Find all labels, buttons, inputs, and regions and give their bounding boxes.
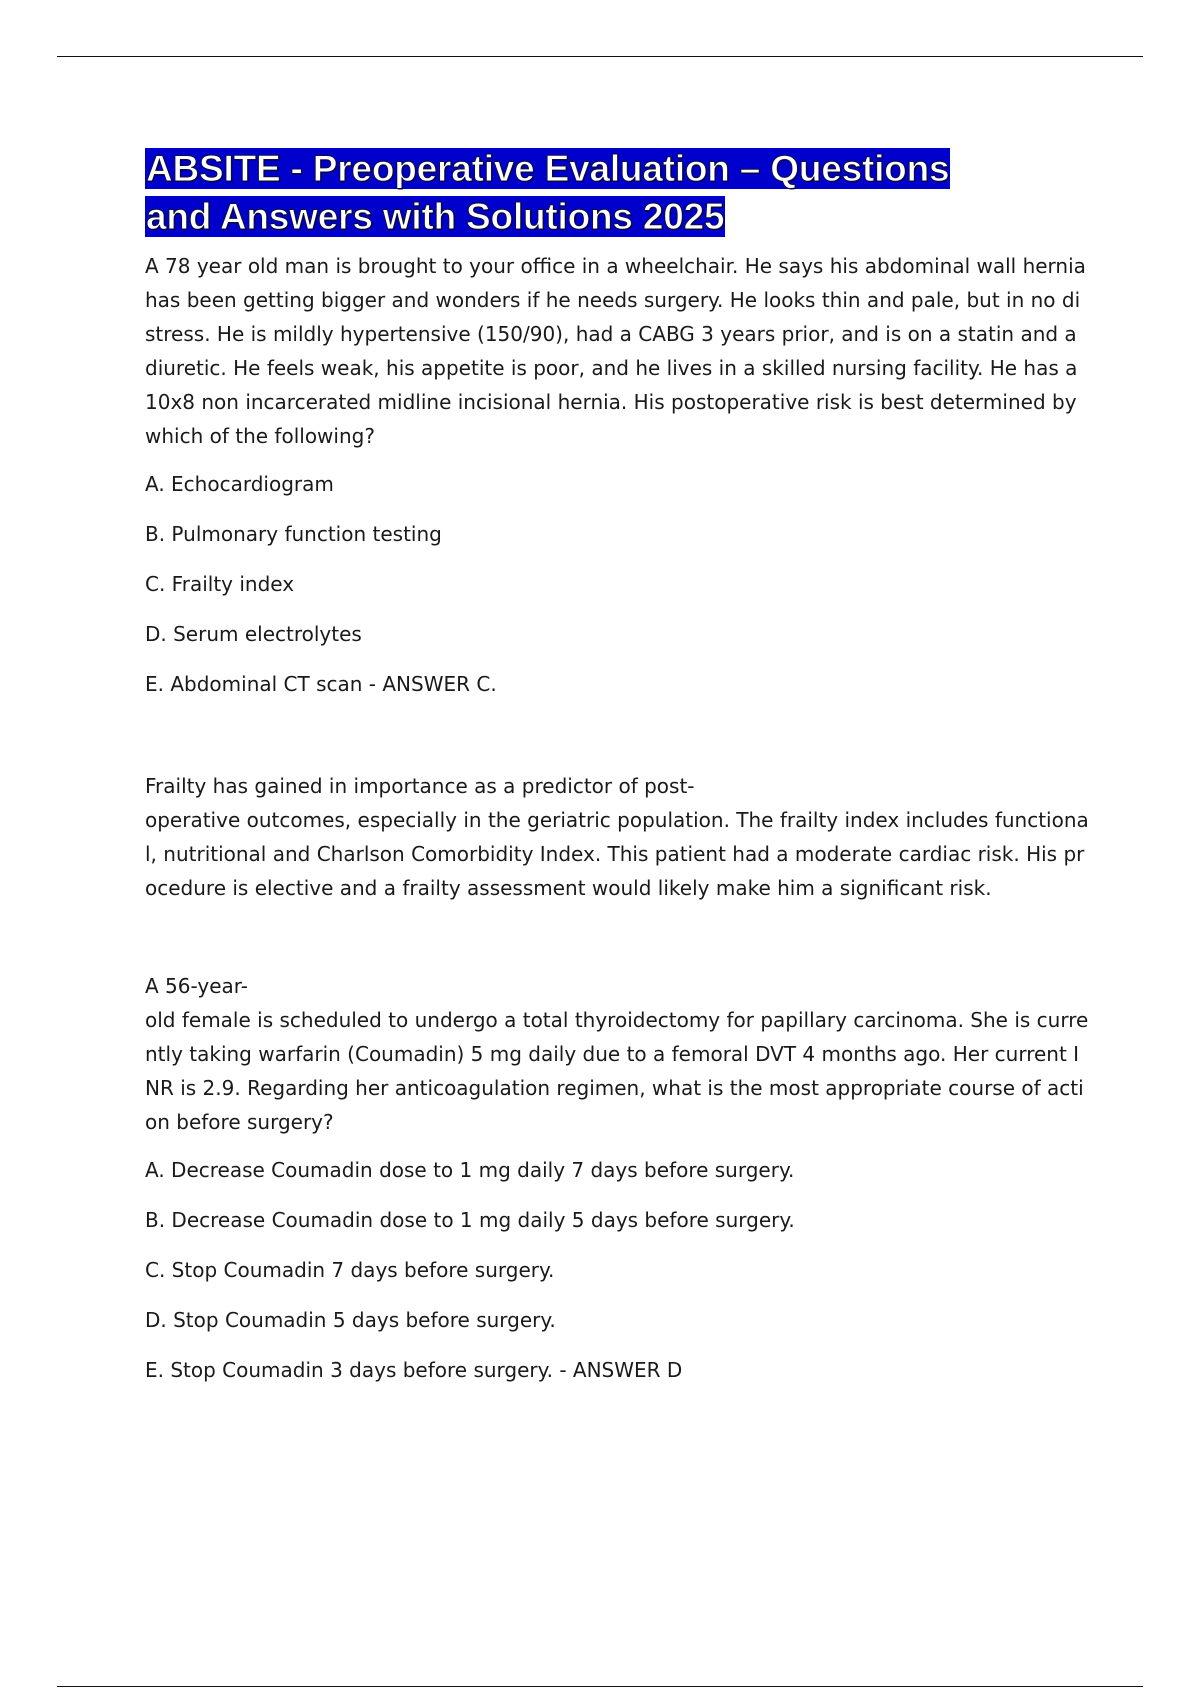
question-1-option-c: C. Frailty index [145,572,295,596]
question-2-option-e-answer: E. Stop Coumadin 3 days before surgery. - ANSWER D [145,1358,683,1382]
question-1-explanation [145,769,1090,905]
question-1-options [145,467,1090,717]
title-line-2: and Answers with Solutions 2025 [146,196,725,237]
bottom-rule [57,1686,1143,1687]
explanation-body: operative outcomes, especially in the geriatric population. The frailty index includes functional, nutritional and Charlson Comorbidity Index. This patient had a moderate cardiac risk. His procedure is elective and a frailty assessment would likely make him a significant risk. [145,808,1089,900]
question-1-stem: A 78 year old man is brought to your office in a wheelchair. He says his abdominal wall hernia has been getting bigger and wonders if he needs surgery. He looks thin and pale, but in no distress. He is mildly hypertensive (150/90), had a CABG 3 years prior, and is on a statin and a diuretic. He feels weak, his appetite is poor, and he lives in a skilled nursing facility. He has a 10x8 non incarcerated midline incisional hernia. His postoperative risk is best determined by which of the following? [145,254,1086,448]
question-2-option-a: A. Decrease Coumadin dose to 1 mg daily 7 days before surgery. [145,1158,795,1182]
document-body [145,145,1090,1403]
document-title [145,145,1090,241]
question-1-option-e-answer: E. Abdominal CT scan - ANSWER C. [145,672,497,696]
question-2-option-c: C. Stop Coumadin 7 days before surgery. [145,1258,555,1282]
explanation-line-1: Frailty has gained in importance as a predictor of post- [145,774,695,798]
question-1-option-a: A. Echocardiogram [145,472,334,496]
question-2-options [145,1153,1090,1403]
question-1 [145,249,1090,905]
question-2-option-b: B. Decrease Coumadin dose to 1 mg daily 5 days before surgery. [145,1208,795,1232]
question-2-stem: old female is scheduled to undergo a total thyroidectomy for papillary carcinoma. She is currently taking warfarin (Coumadin) 5 mg daily due to a femoral DVT 4 months ago. Her current INR is 2.9. Regarding her anticoagulation regimen, what is the most appropriate course of action before surgery? [145,1008,1089,1134]
question-1-option-b: B. Pulmonary function testing [145,522,442,546]
question-2-option-d: D. Stop Coumadin 5 days before surgery. [145,1308,556,1332]
question-2-stem-line-1: A 56-year- [145,974,248,998]
question-2 [145,969,1090,1403]
top-rule [57,56,1143,57]
title-line-1: ABSITE - Preoperative Evaluation – Questions [146,148,950,189]
question-1-option-d: D. Serum electrolytes [145,622,362,646]
